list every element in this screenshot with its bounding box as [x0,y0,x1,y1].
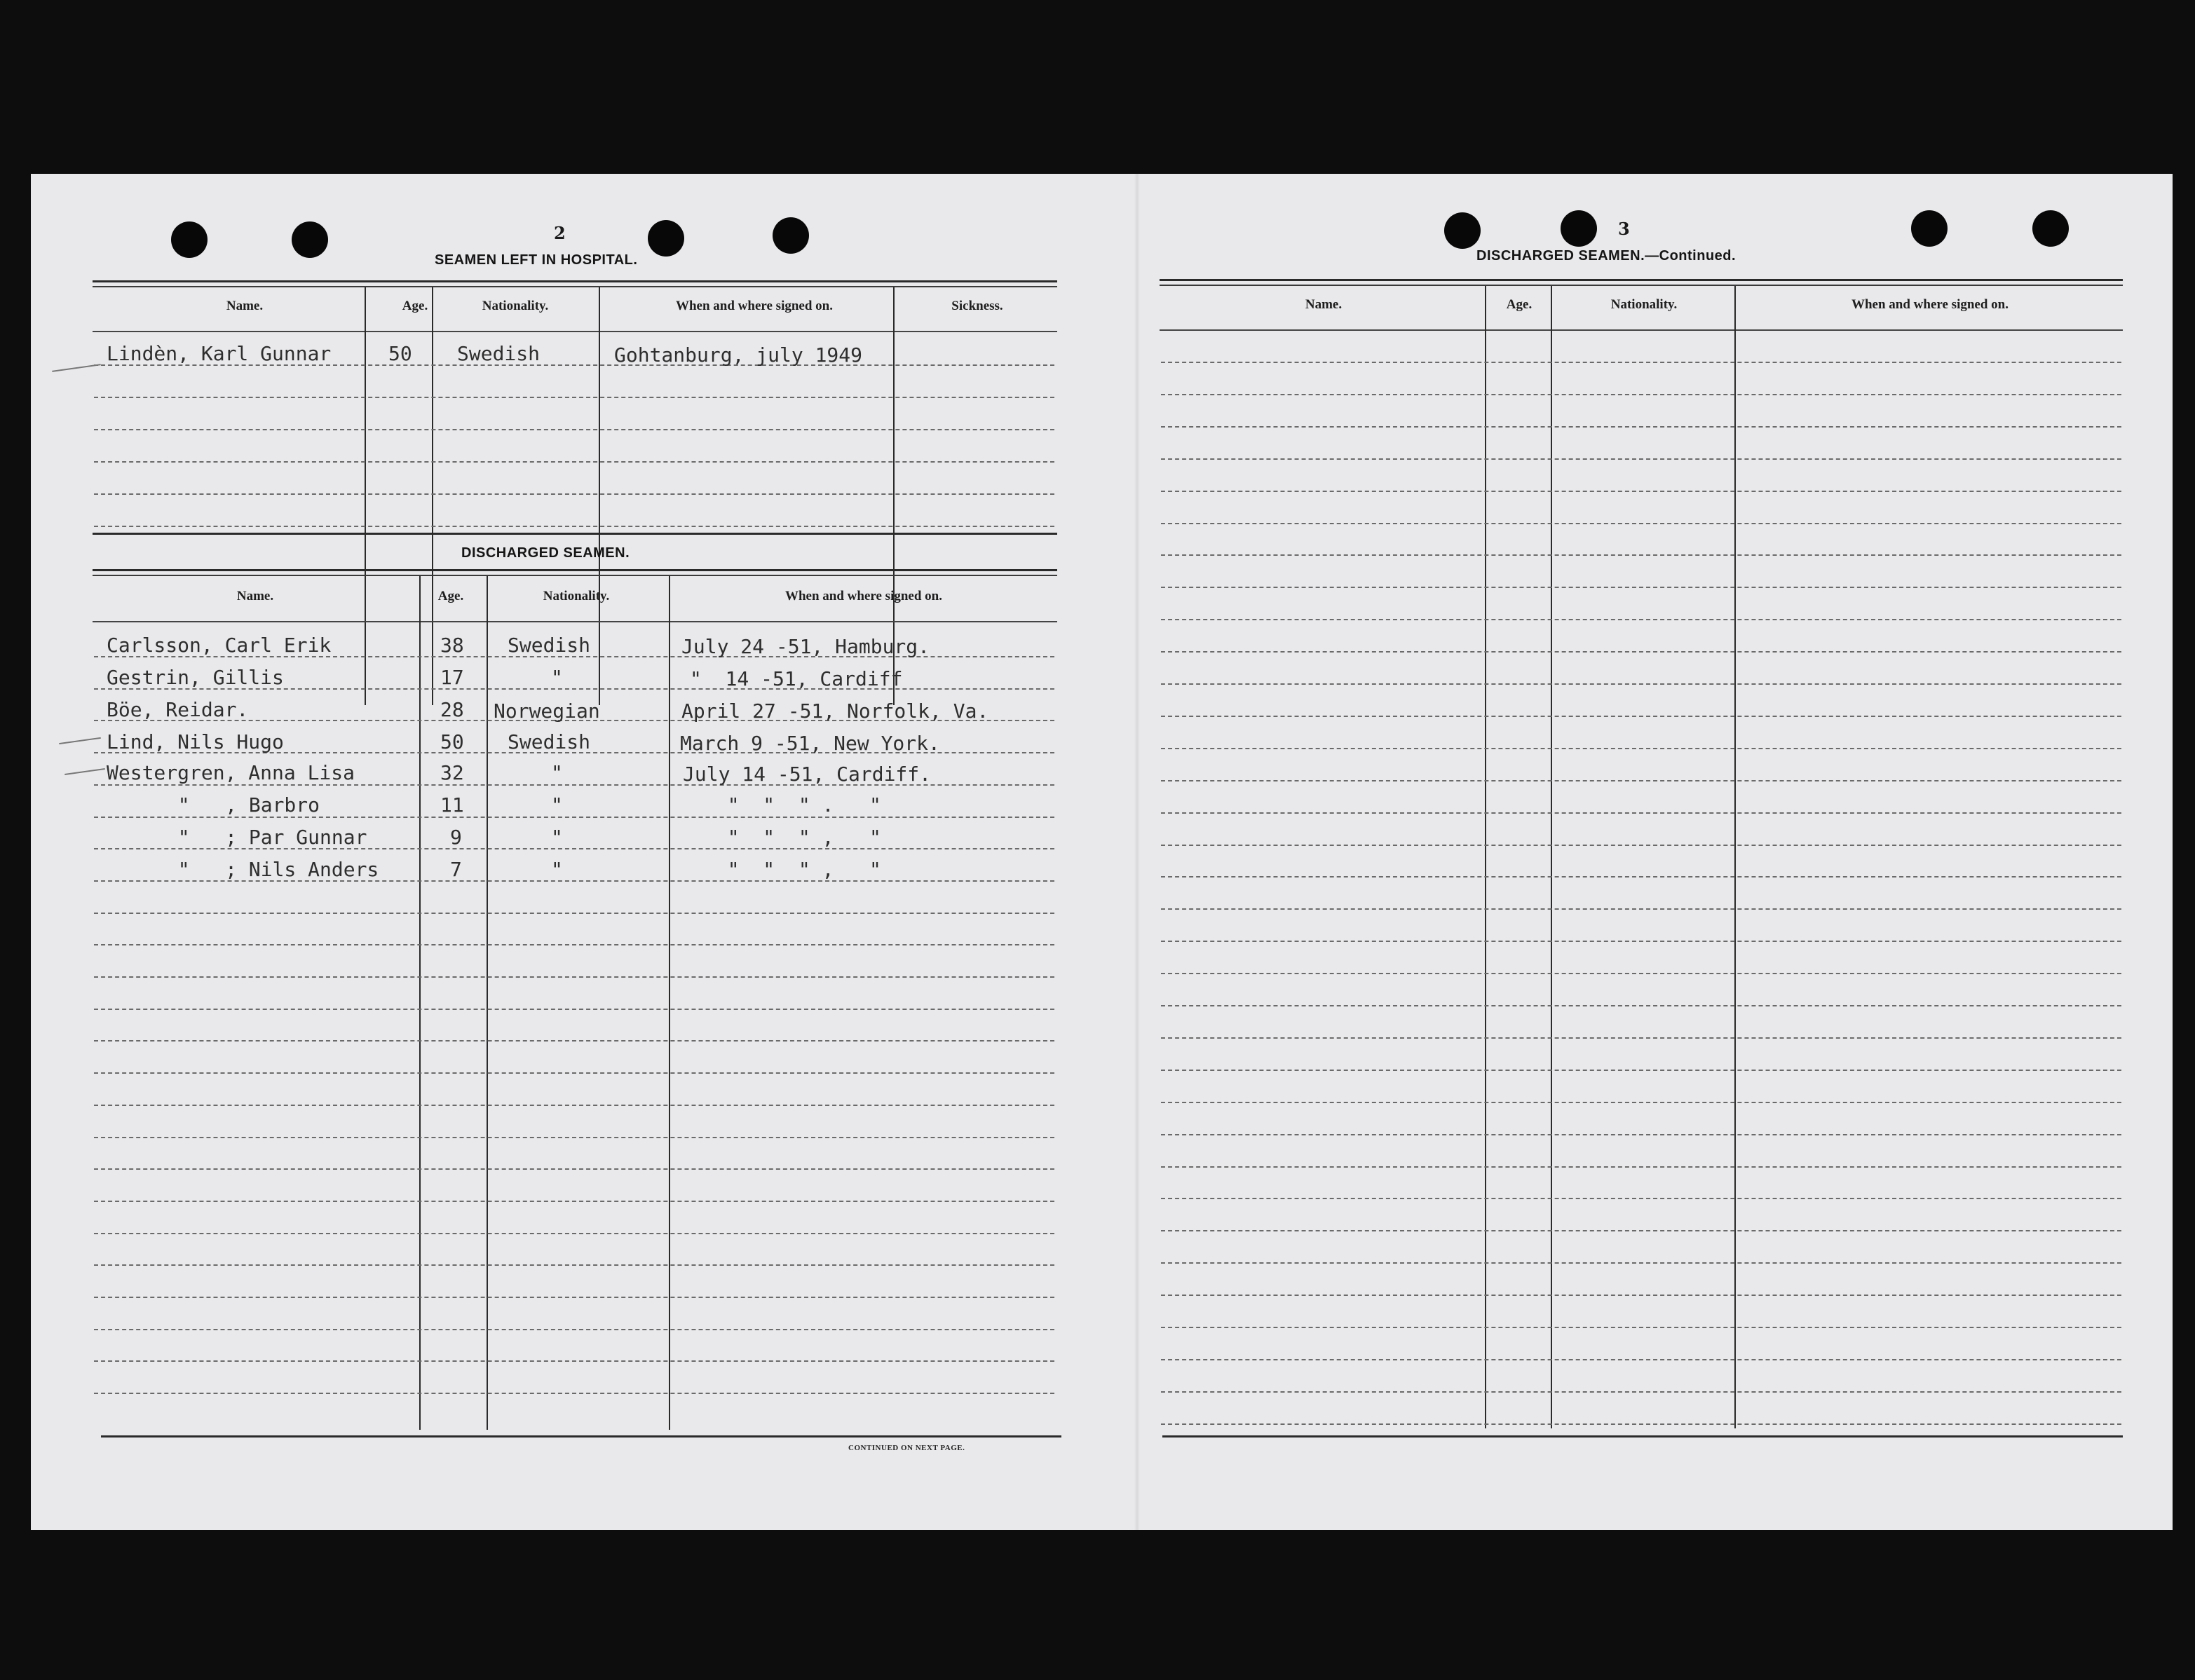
page-number: 3 [1618,219,1630,239]
row-line [94,1105,1054,1106]
continued-note: CONTINUED ON NEXT PAGE. [848,1444,965,1452]
row-line [94,429,1054,430]
column-header-name: Name. [226,299,264,313]
punch-hole [171,221,208,258]
row-line [1161,1295,2121,1296]
row-line [94,944,1054,945]
column-header-signed-on: When and where signed on. [1851,297,2009,312]
column-header-name: Name. [1305,297,1343,312]
hospital-signed-on: Gohtanburg, july 1949 [614,343,863,367]
seaman-nationality: " [551,826,563,849]
row-line [1161,716,2121,717]
row-line [1161,1423,2121,1425]
seaman-name: Böe, Reidar. [107,698,249,721]
row-line [1161,587,2121,588]
document-sheet [31,174,2173,1530]
seaman-age: 38 [440,634,464,657]
seaman-signed-on: July 24 -51, Hamburg. [681,635,930,658]
page-number: 2 [554,223,566,243]
seaman-age: 28 [440,698,464,721]
row-line [1161,876,2121,877]
column-divider [365,287,366,705]
seaman-signed-on: " " " . " [704,793,881,817]
column-header-nationality: Nationality. [543,589,610,603]
row-line [1161,812,2121,814]
check-mark [52,364,101,372]
row-line [1161,1327,2121,1328]
row-line [1161,362,2121,363]
section-rule-2 [93,575,1057,576]
row-line [94,397,1054,398]
row-line [94,1201,1054,1202]
hospital-name: Lindèn, Karl Gunnar [107,342,332,365]
column-divider [1485,286,1486,1428]
column-header-age: Age. [402,299,428,313]
row-line [1161,394,2121,395]
seaman-age: 11 [440,793,464,817]
row-line [94,913,1054,914]
punch-hole [648,220,684,257]
section-rule [93,533,1057,535]
seaman-signed-on: April 27 -51, Norfolk, Va. [681,699,989,723]
row-line [1161,845,2121,846]
row-line [1161,651,2121,653]
column-divider [669,576,670,1430]
check-mark [59,737,101,744]
header-underline [93,621,1057,622]
table-top-rule [93,280,1057,282]
row-line [1161,1037,2121,1039]
row-line [94,1393,1054,1394]
seaman-nationality: " [551,858,563,881]
punch-hole [1444,212,1481,249]
section-rule [93,569,1057,571]
seaman-age: 9 [450,826,462,849]
row-line [1161,426,2121,428]
row-line [1161,619,2121,620]
column-header-signed-on: When and where signed on. [675,299,833,313]
column-header-age: Age. [1506,297,1533,312]
row-line [94,1360,1054,1362]
row-line [94,1329,1054,1330]
table-bottom-rule [101,1435,1061,1437]
table-bottom-rule [1162,1435,2123,1437]
row-line [1161,554,2121,556]
seaman-signed-on: " " " , " [704,826,881,849]
page-fold [1134,174,1140,1530]
column-header-nationality: Nationality. [482,299,549,313]
seaman-age: 32 [440,761,464,784]
row-line [94,1137,1054,1138]
header-underline [1160,329,2123,331]
row-line [1161,683,2121,685]
discharged-section-title: DISCHARGED SEAMEN. [461,545,630,561]
row-line [1161,1102,2121,1103]
seaman-name: Westergren, Anna Lisa [107,761,355,784]
seaman-nationality: Swedish [508,730,591,753]
table-top-rule-2 [93,286,1057,287]
row-line [94,493,1054,495]
row-line [94,976,1054,978]
row-line [1161,748,2121,749]
column-header-age: Age. [437,589,464,603]
seaman-nationality: " [551,761,563,784]
row-line [1161,1198,2121,1199]
row-line [1161,1134,2121,1135]
row-line [1161,458,2121,460]
column-header-name: Name. [236,589,274,603]
row-line [1161,491,2121,492]
seaman-age: 17 [440,666,464,689]
seaman-nationality: " [551,666,563,689]
row-line [94,461,1054,463]
seaman-age: 50 [440,730,464,753]
row-line [94,526,1054,527]
seaman-name: Gestrin, Gillis [107,666,284,689]
seaman-name: Carlsson, Carl Erik [107,634,332,657]
seaman-name: " ; Par Gunnar [154,826,367,849]
row-line [1161,780,2121,781]
seaman-name: " , Barbro [154,793,320,817]
hospital-age: 50 [388,342,412,365]
row-line [1161,1391,2121,1393]
column-header-nationality: Nationality. [1610,297,1678,312]
punch-hole [773,217,809,254]
hospital-section-title: SEAMEN LEFT IN HOSPITAL. [435,252,638,268]
seaman-nationality: " [551,793,563,817]
row-line [94,1072,1054,1074]
column-divider [487,576,488,1430]
row-line [1161,1166,2121,1168]
seaman-signed-on: July 14 -51, Cardiff. [683,763,932,786]
row-line [1161,908,2121,910]
header-underline [93,331,1057,332]
seaman-signed-on: March 9 -51, New York. [680,732,940,755]
row-line [1161,1262,2121,1264]
seaman-name: " ; Nils Anders [154,858,379,881]
row-line [94,1168,1054,1170]
seaman-age: 7 [450,858,462,881]
table-top-rule-2 [1160,285,2123,286]
punch-hole [292,221,328,258]
discharged-continued-title: DISCHARGED SEAMEN.—Continued. [1476,248,1737,264]
row-line [94,1233,1054,1234]
seaman-nationality: Norwegian [494,699,600,723]
punch-hole [2032,210,2069,247]
punch-hole [1561,210,1597,247]
row-line [1161,523,2121,524]
seaman-nationality: Swedish [508,634,591,657]
row-line [94,1040,1054,1042]
seaman-name: Lind, Nils Hugo [107,730,284,753]
column-header-sickness: Sickness. [951,299,1003,313]
column-divider [599,287,600,705]
punch-hole [1911,210,1948,247]
column-header-signed-on: When and where signed on. [784,589,942,603]
column-divider [1734,286,1736,1428]
seaman-signed-on: " 14 -51, Cardiff [690,667,903,690]
row-line [1161,1359,2121,1360]
column-divider [1551,286,1552,1428]
row-line [1161,941,2121,942]
hospital-nationality: Swedish [457,342,541,365]
row-line [1161,1070,2121,1071]
column-divider [432,287,433,705]
table-top-rule [1160,279,2123,281]
row-line [1161,1005,2121,1006]
column-divider [419,576,421,1430]
row-line [1161,1230,2121,1231]
check-mark [64,768,105,775]
row-line [94,1297,1054,1298]
row-line [1161,973,2121,974]
row-line [94,1264,1054,1266]
seaman-signed-on: " " " , " [704,858,881,881]
row-line [94,1009,1054,1010]
